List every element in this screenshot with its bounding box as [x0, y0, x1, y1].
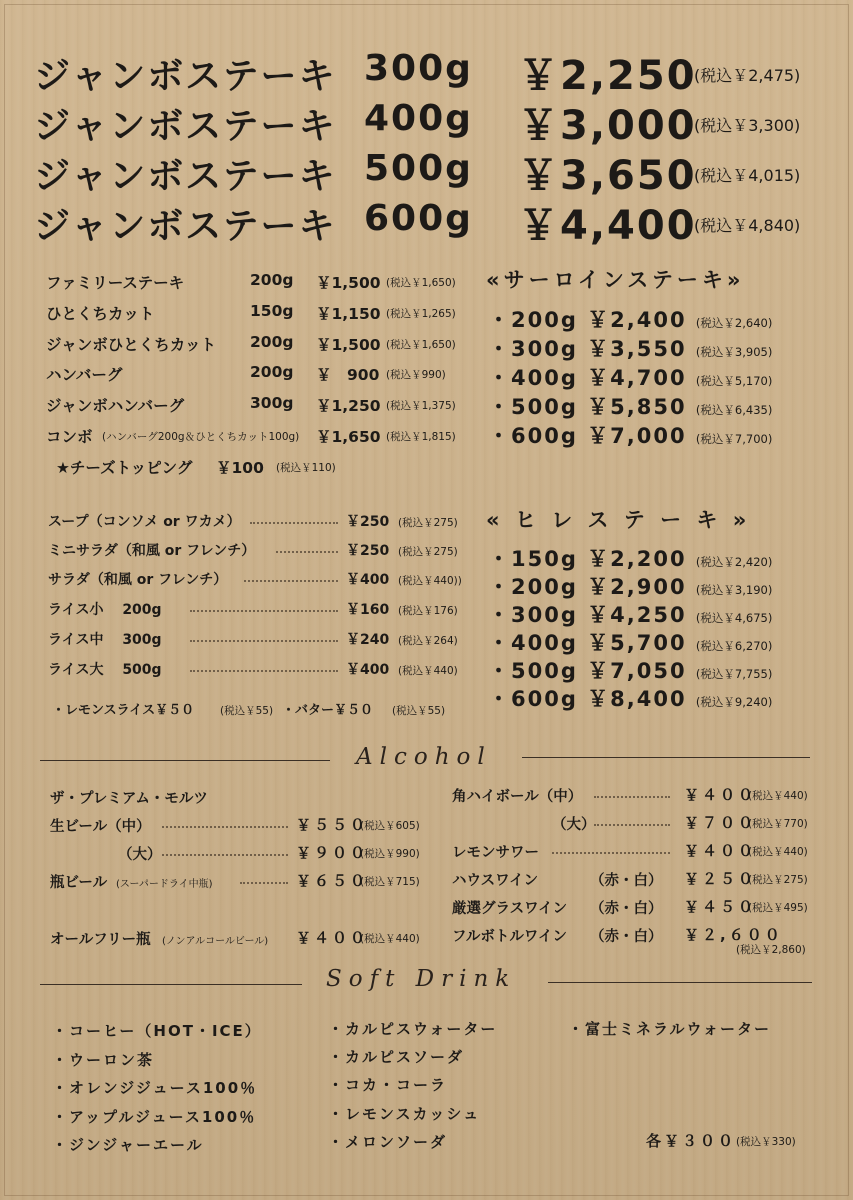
item-weight: 150g [250, 302, 294, 320]
cheese-tax: (税込￥110) [276, 462, 336, 474]
fillet-label: ・500g ￥7,050 [488, 659, 687, 683]
leader-dots [190, 670, 338, 672]
leader-dots [162, 826, 288, 828]
item-weight: 200g [250, 271, 294, 289]
soft-item: ・レモンスカッシュ [328, 1105, 481, 1123]
extra-lemon: ・レモンスライス￥５０ [52, 703, 195, 718]
sirloin-tax: (税込￥6,435) [695, 403, 773, 417]
drink-name: （大） [118, 847, 162, 863]
item-name: ジャンボひとくちカット [46, 336, 217, 354]
item-tax: (税込￥1,265) [386, 308, 456, 320]
divider [522, 757, 810, 758]
item-price: ￥2,250 [518, 53, 697, 99]
item-tax: (税込￥1,650) [386, 339, 456, 351]
fillet-tax: (税込￥7,755) [695, 667, 773, 681]
item-price: ￥4,400 [518, 203, 697, 249]
side-price: ￥240 [346, 632, 390, 648]
item-price: ￥3,000 [518, 103, 697, 149]
leader-dots [276, 551, 338, 553]
drink-tax: (税込￥440) [360, 933, 420, 945]
soft-item: ・富士ミネラルウォーター [568, 1020, 771, 1038]
item-price: ￥1,500 [316, 274, 381, 292]
item-tax: (税込￥1,375) [386, 400, 456, 412]
item-name: ジャンボステーキ [34, 56, 337, 97]
drink-name: 瓶ビール [50, 875, 108, 891]
leader-dots [594, 824, 670, 826]
item-weight: 600g [364, 198, 473, 239]
soft-item: ・アップルジュース100％ [52, 1108, 257, 1126]
item-weight: 400g [364, 98, 473, 139]
item-tax: (税込￥1,650) [386, 277, 456, 289]
side-name: スープ（コンソメ or ワカメ） [48, 514, 241, 530]
drink-tax: (税込￥2,860) [736, 944, 806, 956]
drink-tax: (税込￥495) [748, 902, 808, 914]
drink-price: ￥２,６００ [684, 926, 783, 944]
drink-note: (ノンアルコールビール) [162, 936, 269, 947]
soft-item: ・オレンジジュース100％ [52, 1079, 258, 1097]
sirloin-label: ・400g ￥4,700 [488, 366, 687, 390]
item-weight: 200g [250, 333, 294, 351]
alcohol-title: Alcohol [356, 744, 492, 770]
side-price: ￥250 [346, 543, 390, 559]
combo-name: コンボ [46, 428, 93, 446]
combo-tax: (税込￥1,815) [386, 431, 456, 443]
drink-price: ￥４００ [684, 842, 757, 860]
side-price: ￥400 [346, 572, 390, 588]
fillet-item [488, 571, 772, 601]
item-tax: (税込￥4,840) [694, 216, 801, 235]
item-name: ファミリーステーキ [46, 274, 185, 292]
sirloin-item [488, 391, 772, 421]
side-tax: (税込￥440) [398, 665, 458, 677]
drink-name: レモンサワー [452, 845, 539, 861]
fillet-tax: (税込￥9,240) [695, 695, 773, 709]
extra-butter-tax: (税込￥55) [392, 705, 446, 717]
soft-each-price: 各￥３００ [646, 1132, 737, 1150]
drink-price: ￥９００ [296, 844, 369, 862]
side-name: ミニサラダ（和風 or フレンチ） [48, 543, 256, 559]
drink-tax: (税込￥275) [748, 874, 808, 886]
item-name: ジャンボステーキ [34, 156, 337, 197]
drink-price: ￥４５０ [684, 898, 757, 916]
side-tax: (税込￥176) [398, 605, 458, 617]
drink-tax: (税込￥715) [360, 876, 420, 888]
drink-name: 厳選グラスワイン [452, 901, 568, 917]
side-price: ￥250 [346, 514, 390, 530]
leader-dots [250, 522, 338, 524]
leader-dots [162, 854, 288, 856]
divider [40, 760, 330, 761]
fillet-item [488, 655, 772, 685]
item-price: ￥ 900 [316, 366, 380, 384]
sirloin-title: «サーロインステーキ» [486, 268, 745, 292]
side-name: ライス中 300g [48, 632, 162, 648]
soft-item: ・ジンジャーエール [52, 1136, 204, 1154]
drink-price: ￥４００ [684, 786, 757, 804]
soft-item: ・ウーロン茶 [52, 1051, 155, 1069]
fillet-tax: (税込￥2,420) [695, 555, 773, 569]
soft-item: ・コカ・コーラ [328, 1076, 448, 1094]
divider [548, 982, 812, 983]
drink-price: ￥２５０ [684, 870, 757, 888]
item-price: ￥1,500 [316, 336, 381, 354]
side-name: ライス小 200g [48, 602, 162, 618]
side-tax: (税込￥275) [398, 517, 458, 529]
cheese-price: ￥100 [216, 459, 264, 477]
drink-name: （大） [552, 817, 596, 833]
sirloin-label: ・600g ￥7,000 [488, 424, 687, 448]
fillet-item [488, 543, 772, 573]
soft-item: ・カルピスソーダ [328, 1048, 465, 1066]
sirloin-item [488, 420, 772, 450]
combo-price: ￥1,650 [316, 428, 381, 446]
fillet-label: ・300g ￥4,250 [488, 603, 687, 627]
drink-tax: (税込￥770) [748, 818, 808, 830]
side-name: サラダ（和風 or フレンチ） [48, 572, 228, 588]
drink-sub: （赤・白） [590, 901, 663, 917]
item-weight: 300g [250, 394, 294, 412]
cheese-name: ★チーズトッピング [56, 459, 193, 477]
item-price: ￥1,150 [316, 305, 381, 323]
drink-name: ハウスワイン [452, 873, 539, 889]
fillet-label: ・600g ￥8,400 [488, 687, 687, 711]
side-name: ライス大 500g [48, 662, 162, 678]
combo-note: (ハンバーグ200g＆ひとくちカット100g) [102, 431, 300, 443]
item-weight: 200g [250, 363, 294, 381]
fillet-item [488, 627, 772, 657]
drink-price: ￥７００ [684, 814, 757, 832]
drink-name: 角ハイボール（中） [452, 789, 583, 805]
item-tax: (税込￥2,475) [694, 66, 801, 85]
item-tax: (税込￥3,300) [694, 116, 801, 135]
soft-item: ・カルピスウォーター [328, 1020, 498, 1038]
sirloin-item [488, 362, 772, 392]
premium-label: ザ・プレミアム・モルツ [50, 791, 208, 807]
item-name: ジャンボステーキ [34, 106, 337, 147]
soft-item: ・コーヒー（HOT・ICE） [52, 1022, 262, 1040]
leader-dots [552, 852, 670, 854]
drink-name: 生ビール（中） [50, 819, 151, 835]
item-tax: (税込￥4,015) [694, 166, 801, 185]
drink-note: (スーパードライ中瓶) [116, 879, 213, 890]
item-tax: (税込￥990) [386, 369, 446, 381]
fillet-label: ・200g ￥2,900 [488, 575, 687, 599]
fillet-tax: (税込￥6,270) [695, 639, 773, 653]
soft-item: ・メロンソーダ [328, 1133, 448, 1151]
drink-price: ￥６５０ [296, 872, 369, 890]
drink-tax: (税込￥990) [360, 848, 420, 860]
sirloin-tax: (税込￥2,640) [695, 316, 773, 330]
item-name: ハンバーグ [46, 366, 123, 384]
soft-each-tax: (税込￥330) [736, 1136, 796, 1148]
extra-lemon-tax: (税込￥55) [220, 705, 274, 717]
drink-name: フルボトルワイン [452, 929, 567, 945]
divider [40, 984, 302, 985]
sirloin-label: ・500g ￥5,850 [488, 395, 687, 419]
drink-price: ￥４００ [296, 929, 369, 947]
drink-price: ￥５５０ [296, 816, 369, 834]
item-name: ひとくちカット [46, 305, 155, 323]
drink-tax: (税込￥605) [360, 820, 420, 832]
fillet-label: ・150g ￥2,200 [488, 547, 687, 571]
side-tax: (税込￥264) [398, 635, 458, 647]
leader-dots [244, 580, 338, 582]
item-name: ジャンボステーキ [34, 206, 337, 247]
item-price: ￥3,650 [518, 153, 697, 199]
leader-dots [190, 610, 338, 612]
item-weight: 500g [364, 148, 473, 189]
side-tax: (税込￥440)) [398, 575, 462, 587]
drink-sub: （赤・白） [590, 929, 663, 945]
item-price: ￥1,250 [316, 397, 381, 415]
leader-dots [240, 882, 288, 884]
fillet-item [488, 683, 772, 713]
extra-butter: ・バター￥５０ [282, 703, 374, 718]
leader-dots [190, 640, 338, 642]
side-tax: (税込￥275) [398, 546, 458, 558]
fillet-title: « ヒ レ ス テ ー キ » [486, 508, 751, 532]
fillet-tax: (税込￥3,190) [695, 583, 773, 597]
fillet-label: ・400g ￥5,700 [488, 631, 687, 655]
side-price: ￥160 [346, 602, 390, 618]
drink-name: オールフリー瓶 [50, 932, 151, 948]
sirloin-label: ・200g ￥2,400 [488, 308, 687, 332]
fillet-item [488, 599, 772, 629]
sirloin-item [488, 304, 772, 334]
leader-dots [594, 796, 670, 798]
fillet-tax: (税込￥4,675) [695, 611, 773, 625]
drink-tax: (税込￥440) [748, 790, 808, 802]
soft-title: Soft Drink [326, 966, 517, 992]
sirloin-tax: (税込￥7,700) [695, 432, 773, 446]
sirloin-item [488, 333, 772, 363]
drink-tax: (税込￥440) [748, 846, 808, 858]
jumbo-row [34, 48, 337, 99]
sirloin-label: ・300g ￥3,550 [488, 337, 687, 361]
side-price: ￥400 [346, 662, 390, 678]
sirloin-tax: (税込￥3,905) [695, 345, 773, 359]
sirloin-tax: (税込￥5,170) [695, 374, 773, 388]
drink-sub: （赤・白） [590, 873, 663, 889]
item-weight: 300g [364, 48, 473, 89]
item-name: ジャンボハンバーグ [46, 397, 185, 415]
